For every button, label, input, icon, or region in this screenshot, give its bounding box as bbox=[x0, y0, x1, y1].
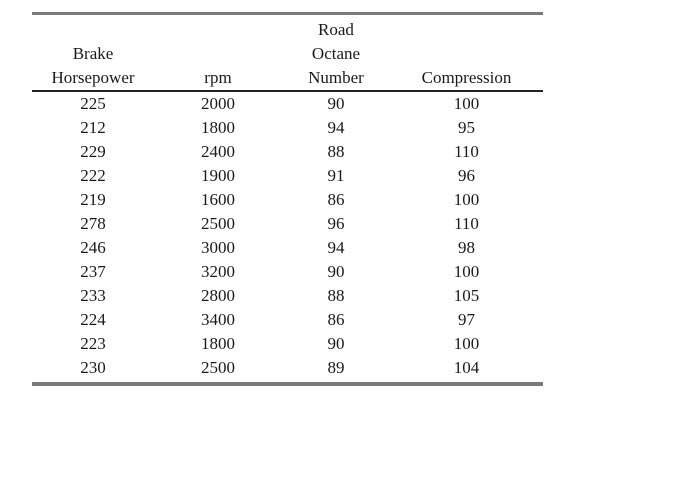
compression-cell: 97 bbox=[458, 310, 475, 329]
header-text: Octane bbox=[311, 44, 361, 63]
brake-horsepower-cell: 224 bbox=[80, 310, 106, 329]
compression-cell: 100 bbox=[453, 262, 480, 281]
table-bottom-rule bbox=[32, 382, 543, 386]
header-road-octane-number bbox=[282, 15, 390, 90]
rpm-cell: 2800 bbox=[201, 286, 235, 305]
brake-horsepower-cell: 219 bbox=[80, 190, 106, 209]
octane-cell: 90 bbox=[327, 334, 345, 353]
brake-horsepower-cell: 223 bbox=[80, 334, 106, 353]
engine-data-body bbox=[32, 92, 543, 380]
table-row bbox=[32, 164, 543, 188]
octane-cell: 94 bbox=[327, 118, 345, 137]
header-text: Brake bbox=[72, 44, 114, 63]
header-text: rpm bbox=[204, 68, 232, 87]
compression-cell: 100 bbox=[453, 190, 480, 209]
octane-cell: 86 bbox=[327, 310, 345, 329]
compression-cell: 110 bbox=[454, 142, 479, 161]
rpm-cell: 2000 bbox=[201, 94, 235, 113]
table-row bbox=[32, 188, 543, 212]
compression-cell: 100 bbox=[453, 334, 480, 353]
header-text: Road bbox=[318, 20, 354, 39]
table-row bbox=[32, 92, 543, 116]
rpm-cell: 3200 bbox=[201, 262, 235, 281]
brake-horsepower-cell: 229 bbox=[80, 142, 106, 161]
compression-cell: 104 bbox=[453, 358, 480, 377]
octane-cell: 88 bbox=[327, 286, 345, 305]
table-row bbox=[32, 236, 543, 260]
compression-cell: 96 bbox=[458, 166, 475, 185]
engine-data-table bbox=[32, 15, 543, 90]
compression-cell: 105 bbox=[453, 286, 480, 305]
brake-horsepower-cell: 246 bbox=[80, 238, 106, 257]
header-row bbox=[32, 15, 543, 90]
header-rpm bbox=[154, 15, 282, 90]
rpm-cell: 2500 bbox=[201, 358, 235, 377]
compression-cell: 98 bbox=[458, 238, 475, 257]
table-row bbox=[32, 332, 543, 356]
data-table-container bbox=[32, 12, 543, 386]
header-text: Compression bbox=[421, 68, 512, 87]
header-compression bbox=[390, 15, 543, 90]
compression-cell: 110 bbox=[454, 214, 479, 233]
compression-cell: 100 bbox=[453, 94, 480, 113]
octane-cell: 88 bbox=[327, 142, 345, 161]
octane-cell: 91 bbox=[327, 166, 345, 185]
header-brake-horsepower bbox=[32, 15, 154, 90]
table-row bbox=[32, 116, 543, 140]
brake-horsepower-cell: 230 bbox=[80, 358, 106, 377]
rpm-cell: 1800 bbox=[201, 118, 235, 137]
brake-horsepower-cell: 233 bbox=[80, 286, 106, 305]
table-row bbox=[32, 260, 543, 284]
octane-cell: 89 bbox=[327, 358, 345, 377]
octane-cell: 90 bbox=[327, 262, 345, 281]
brake-horsepower-cell: 237 bbox=[80, 262, 106, 281]
rpm-cell: 1900 bbox=[201, 166, 235, 185]
rpm-cell: 2500 bbox=[201, 214, 235, 233]
brake-horsepower-cell: 222 bbox=[80, 166, 106, 185]
rpm-cell: 3000 bbox=[201, 238, 235, 257]
octane-cell: 96 bbox=[327, 214, 345, 233]
rpm-cell: 1800 bbox=[201, 334, 235, 353]
table-row bbox=[32, 140, 543, 164]
brake-horsepower-cell: 225 bbox=[80, 94, 106, 113]
compression-cell: 95 bbox=[458, 118, 475, 137]
table-row bbox=[32, 308, 543, 332]
table-row bbox=[32, 284, 543, 308]
octane-cell: 90 bbox=[327, 94, 345, 113]
header-text: Horsepower bbox=[51, 68, 135, 87]
octane-cell: 94 bbox=[327, 238, 345, 257]
brake-horsepower-cell: 212 bbox=[80, 118, 106, 137]
table-row bbox=[32, 356, 543, 380]
rpm-cell: 3400 bbox=[201, 310, 235, 329]
rpm-cell: 1600 bbox=[201, 190, 235, 209]
octane-cell: 86 bbox=[327, 190, 345, 209]
header-text: Number bbox=[308, 68, 364, 87]
rpm-cell: 2400 bbox=[201, 142, 235, 161]
brake-horsepower-cell: 278 bbox=[80, 214, 106, 233]
table-row bbox=[32, 212, 543, 236]
